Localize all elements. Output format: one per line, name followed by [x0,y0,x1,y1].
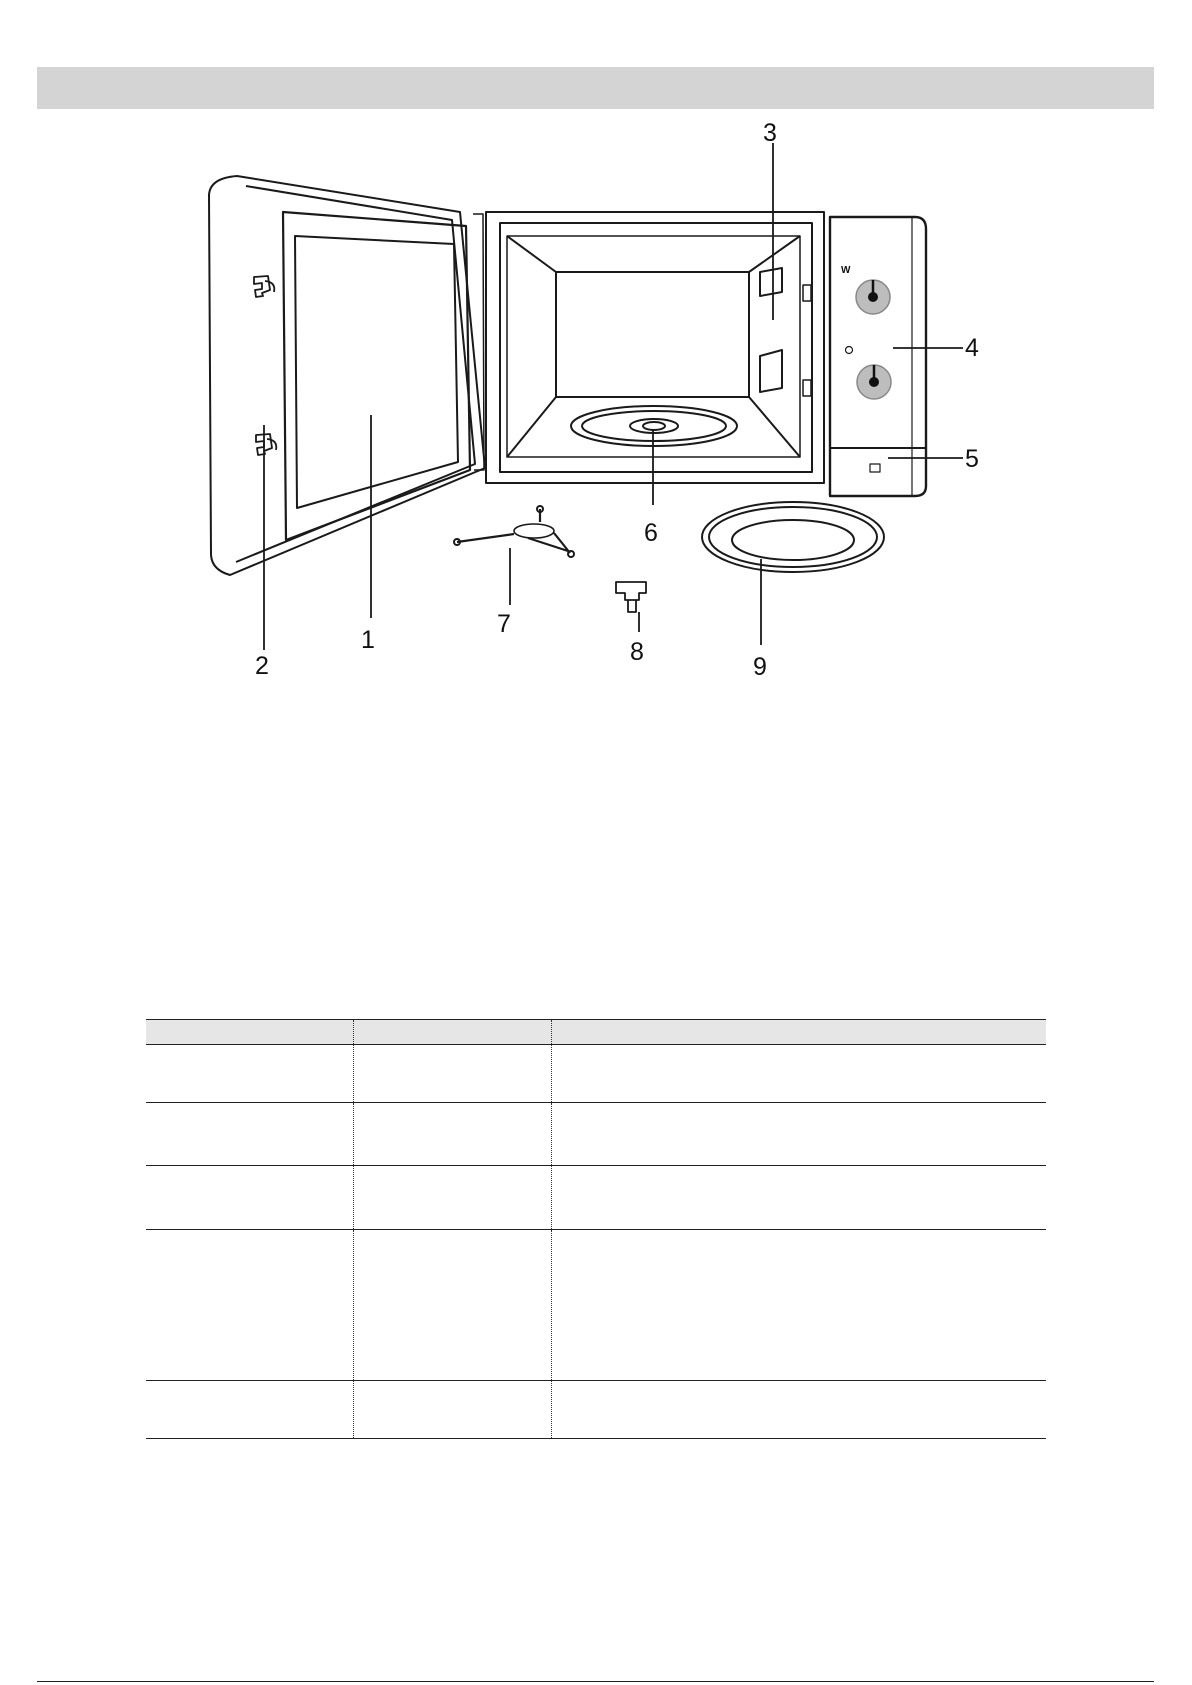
clock-icon [846,347,853,354]
callout-8: 8 [630,638,644,666]
door-release-icon [870,464,880,472]
callout-9: 9 [753,653,767,681]
callout-1: 1 [361,626,375,654]
spec-table [146,1019,1046,1439]
table-row [146,1230,1046,1381]
table-row [146,1045,1046,1103]
table-row [146,1381,1046,1439]
callout-3: 3 [763,119,777,147]
callout-4: 4 [965,334,979,362]
table-header [146,1019,1046,1045]
door [209,176,485,575]
callout-7: 7 [497,610,511,638]
control-panel [830,217,926,496]
callout-5: 5 [965,445,979,473]
callout-6: 6 [644,519,658,547]
power-knob-label: W [841,265,851,276]
coupler [616,582,646,612]
glass-tray [702,502,884,572]
roller-ring [454,506,574,557]
table-row [146,1166,1046,1230]
callout-2: 2 [255,652,269,680]
door-hooks [254,276,276,455]
table-row [146,1103,1046,1166]
footer-rule [37,1681,1154,1682]
microwave-diagram [0,0,1192,700]
